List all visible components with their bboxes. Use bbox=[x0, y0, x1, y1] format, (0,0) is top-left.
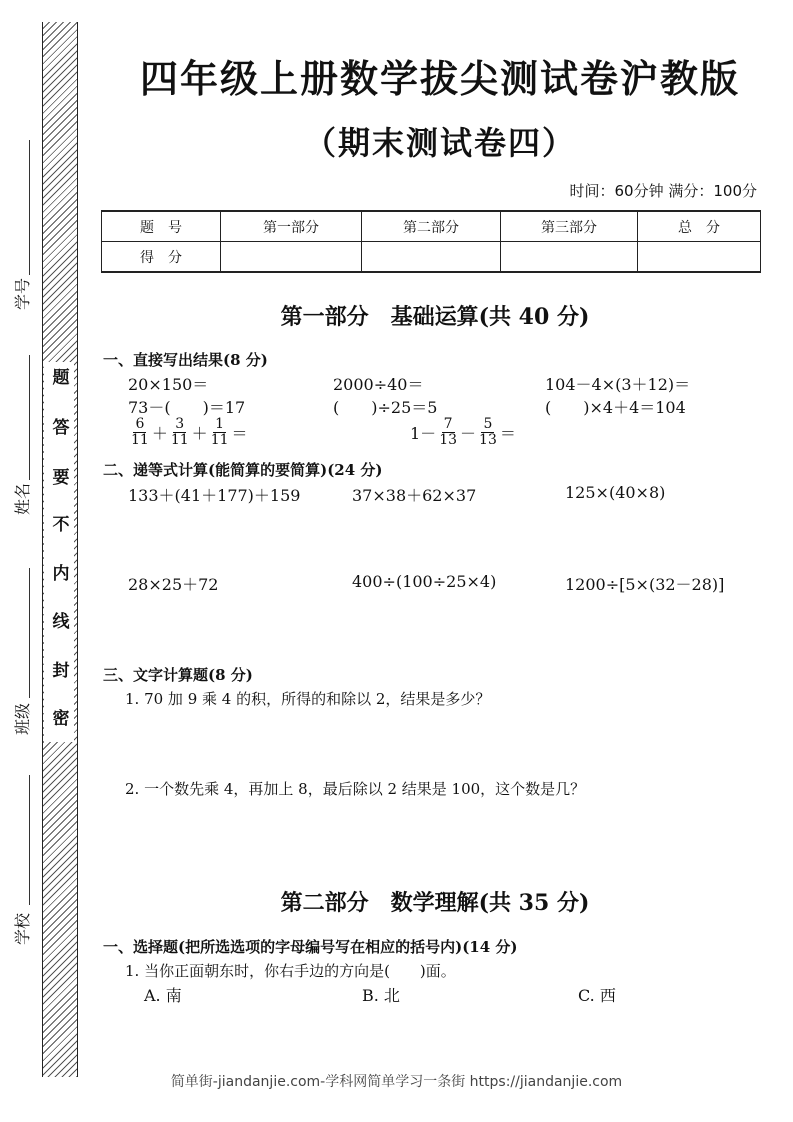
question-item: 28×25＋72 bbox=[128, 575, 219, 594]
page-subtitle: （期末测试卷四） bbox=[303, 124, 576, 162]
question-item: 104－4×(3＋12)＝ bbox=[545, 375, 691, 394]
choice-option: B. 北 bbox=[362, 986, 400, 1005]
fraction: $\frac{3}{11}$ bbox=[170, 416, 189, 448]
binding-char: 封 bbox=[52, 661, 70, 681]
question-item: 20×150＝ bbox=[128, 375, 209, 394]
score-input-cell[interactable] bbox=[221, 242, 362, 273]
school-line[interactable] bbox=[29, 775, 30, 905]
score-cell: 第二部分 bbox=[362, 211, 501, 242]
binding-char: 不 bbox=[52, 515, 70, 535]
score-table-header-row bbox=[102, 211, 761, 242]
choice-option: A. 南 bbox=[144, 986, 182, 1005]
part1-sec3-title: 三、文字计算题(8 分) bbox=[103, 666, 253, 684]
page-title: 四年级上册数学拔尖测试卷沪教版 bbox=[139, 57, 740, 101]
part1-sec1-title: 一、直接写出结果(8 分) bbox=[103, 351, 268, 369]
fraction-expression: 1－ $\frac{7}{13}$ － $\frac{5}{13}$ ＝ bbox=[410, 416, 516, 448]
question-item: ( )×4＋4＝104 bbox=[545, 398, 686, 417]
question-item: 1. 70 加 9 乘 4 的积，所得的和除以 2，结果是多少？ bbox=[125, 690, 491, 708]
student-id-line[interactable] bbox=[29, 140, 30, 275]
score-table-score-row bbox=[102, 242, 761, 273]
score-input-cell[interactable] bbox=[501, 242, 638, 273]
question-item: 37×38＋62×37 bbox=[352, 486, 477, 505]
question-item: 400÷(100÷25×4) bbox=[352, 572, 497, 591]
question-item: 125×(40×8) bbox=[565, 483, 666, 502]
question-item: 2000÷40＝ bbox=[333, 375, 424, 394]
binding-char: 答 bbox=[52, 418, 70, 438]
question-item: 133＋(41＋177)＋159 bbox=[128, 486, 301, 505]
fraction: $\frac{5}{13}$ bbox=[479, 416, 497, 448]
question-item: 1. 当你正面朝东时，你右手边的方向是( )面。 bbox=[125, 962, 456, 980]
name-label: 姓名 bbox=[13, 482, 32, 515]
score-cell: 得 分 bbox=[102, 242, 221, 273]
choice-option: C. 西 bbox=[578, 986, 616, 1005]
score-input-cell[interactable] bbox=[362, 242, 501, 273]
binding-char: 密 bbox=[52, 709, 70, 729]
exam-meta: 时间：60分钟 满分：100分 bbox=[569, 182, 757, 200]
footer-watermark: 简单街-jiandanjie.com-学科网简单学习一条街 https://jiandanjie.com bbox=[170, 1074, 623, 1090]
class-label: 班级 bbox=[13, 702, 32, 735]
score-cell: 总 分 bbox=[638, 211, 761, 242]
score-input-cell[interactable] bbox=[638, 242, 761, 273]
part1-title: 第一部分 基础运算(共 40 分) bbox=[280, 304, 590, 330]
name-line[interactable] bbox=[29, 355, 30, 480]
question-item: 1200÷[5×(32－28)] bbox=[565, 575, 725, 594]
class-line[interactable] bbox=[29, 568, 30, 698]
part2-sec1-title: 一、选择题(把所选选项的字母编号写在相应的括号内)(14 分) bbox=[103, 938, 518, 956]
score-cell: 题 号 bbox=[102, 211, 221, 242]
binding-char: 题 bbox=[52, 368, 70, 388]
question-item: ( )÷25＝5 bbox=[333, 398, 438, 417]
question-item: 73－( )＝17 bbox=[128, 398, 246, 417]
student-id-label: 学号 bbox=[13, 277, 32, 310]
score-cell: 第一部分 bbox=[221, 211, 362, 242]
score-table bbox=[101, 210, 761, 273]
fraction: $\frac{6}{11}$ bbox=[131, 416, 149, 448]
score-cell: 第三部分 bbox=[501, 211, 638, 242]
fraction: $\frac{7}{13}$ bbox=[439, 416, 458, 448]
school-label: 学校 bbox=[13, 912, 32, 945]
part2-title: 第二部分 数学理解(共 35 分) bbox=[280, 890, 590, 916]
question-item: 2. 一个数先乘 4，再加上 8，最后除以 2 结果是 100，这个数是几？ bbox=[125, 780, 586, 798]
fraction: $\frac{1}{11}$ bbox=[210, 416, 229, 448]
fraction-expression: $\frac{6}{11}$ ＋ $\frac{3}{11}$ ＋ $\frac{1}{11}$ ＝ bbox=[131, 416, 248, 448]
binding-char: 线 bbox=[52, 612, 70, 632]
part1-sec2-title: 二、递等式计算(能简算的要简算)(24 分) bbox=[103, 461, 383, 479]
binding-char: 要 bbox=[52, 468, 70, 488]
binding-char: 内 bbox=[52, 564, 70, 584]
